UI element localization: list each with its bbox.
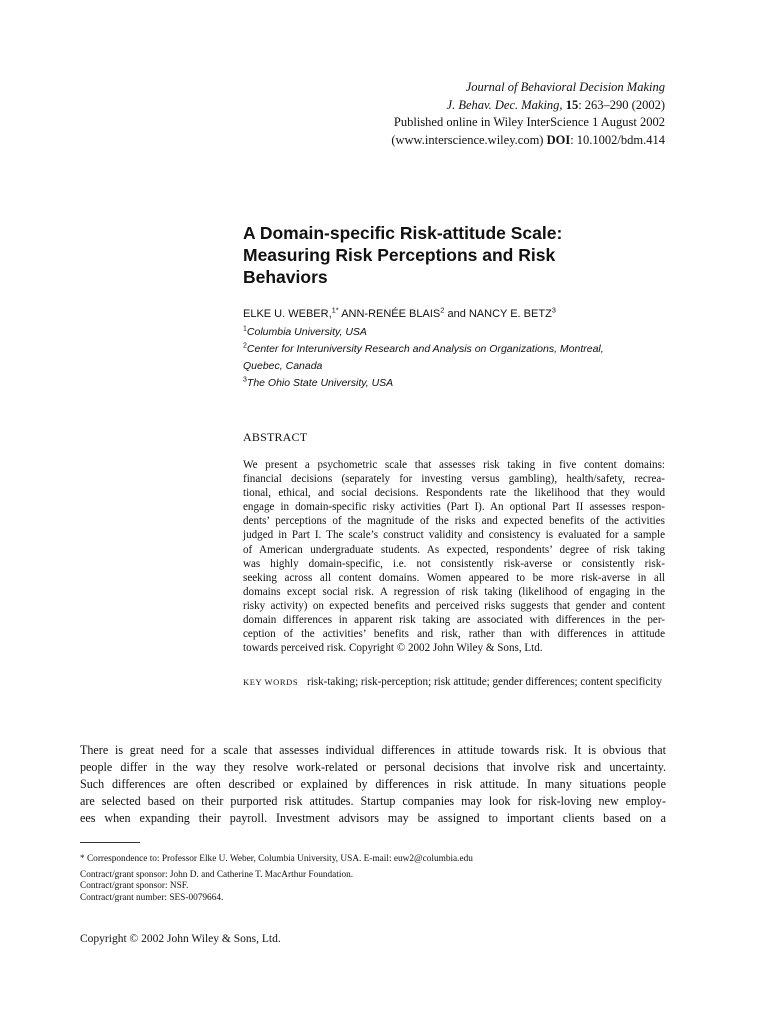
body-line: ees when expanding their payroll. Investment advisors may be assigned to important clients based on a [80, 810, 666, 825]
body-paragraph [80, 742, 666, 826]
body-line: are selected based on their purported risk attitudes. Startup companies may look for risk-loving new employ- [80, 793, 666, 808]
journal-pages-year: : 263–290 (2002) [578, 97, 665, 112]
affiliation [243, 341, 683, 358]
sponsor-footnote: Contract/grant sponsor: John D. and Catherine T. MacArthur Foundation. [80, 869, 354, 880]
title-line: A Domain-specific Risk-attitude Scale: [243, 223, 563, 243]
body-line: people differ in the way they resolve work-related or personal decisions that involve risk and uncertainty. [80, 759, 666, 774]
affiliation [243, 375, 683, 392]
journal-header [245, 79, 665, 149]
author-sup: 2 [440, 305, 445, 315]
author-list [243, 306, 683, 322]
abstract-line: dents’ perceptions of the magnitude of the risks and expected benefits of the activities [243, 515, 665, 528]
abstract-line: was highly domain-specific, i.e. not consistently risk-averse or consistently risk- [243, 557, 665, 570]
abstract-line: risky activity) on expected benefits and perceived risks suggests that gender and content [243, 599, 665, 612]
title-line: Behaviors [243, 267, 328, 287]
abstract-line: tional, ethical, and social decisions. Respondents rate the likelihood that they would [243, 487, 665, 500]
affiliation [243, 324, 683, 341]
abstract-line: domain differences in apparent risk taking are associated with differences in the per- [243, 614, 665, 627]
body-line: There is great need for a scale that assesses individual differences in attitude towards risk. It is obvious that [80, 743, 666, 757]
affiliation [243, 358, 683, 375]
affiliation-sup: 1 [243, 325, 247, 333]
title-line: Measuring Risk Perceptions and Risk [243, 245, 556, 265]
journal-volume: 15 [565, 97, 579, 112]
abstract-line: ception of the activities’ benefits and risk, rather than with differences in attitude [243, 628, 665, 641]
author-sup: 1* [331, 305, 339, 315]
abstract-line: domains except social risk. A regression of risk taking (likelihood of engaging in the [243, 585, 665, 598]
affiliation-text: Quebec, Canada [243, 360, 323, 372]
journal-url: (www.interscience.wiley.com) [391, 132, 544, 147]
affiliation-sup: 3 [243, 376, 247, 384]
footnotes [80, 854, 666, 904]
author-sup: 3 [551, 305, 556, 315]
affiliation-sup: 2 [243, 342, 247, 350]
abstract-line: towards perceived risk. Copyright © 2002 John Wiley & Sons, Ltd. [243, 642, 543, 655]
doi-line [245, 132, 665, 150]
keywords-label: KEY WORDS [243, 677, 299, 687]
affiliation-text: Center for Interuniversity Research and Analysis on Organizations, Montreal, [246, 343, 604, 355]
keywords-text: risk-taking; risk-perception; risk attitude; gender differences; content specificity [307, 676, 662, 688]
published-online: Published online in Wiley InterScience 1 August 2002 [393, 115, 665, 129]
affiliation-text: Columbia University, USA [246, 326, 367, 338]
author-name: ELKE U. WEBER, [243, 308, 332, 320]
sponsor-footnote: Contract/grant sponsor: NSF. [80, 881, 189, 892]
affiliation-text: The Ohio State University, USA [246, 377, 394, 389]
abstract-line: financial decisions (separately for investing versus gambling), health/safety, recrea- [243, 473, 665, 486]
footnote-divider [80, 842, 140, 843]
copyright-footer: Copyright © 2002 John Wiley & Sons, Ltd. [80, 933, 281, 945]
journal-abbrev: J. Behav. Dec. Making, [446, 97, 563, 112]
abstract-heading: ABSTRACT [243, 430, 308, 444]
abstract-line: judged in Part I. The scale’s construct validity and consistency is evaluated for a sample [243, 529, 665, 542]
journal-citation [245, 97, 665, 115]
author-name: and NANCY E. BETZ [447, 308, 552, 320]
correspondence-footnote: * Correspondence to: Professor Elke U. Weber, Columbia University, USA. E-mail: euw2@columbia.edu [80, 854, 473, 864]
paper-title [243, 222, 683, 288]
abstract-line: seeking across all content domains. Women appeared to be more risk-averse in all [243, 571, 665, 584]
grant-number-footnote: Contract/grant number: SES-0079664. [80, 892, 224, 903]
doi-label: DOI [546, 132, 571, 147]
abstract-line: of American undergraduate students. As expected, respondents’ degree of risk taking [243, 543, 665, 556]
doi-value: : 10.1002/bdm.414 [570, 132, 665, 147]
affiliations [243, 324, 683, 392]
abstract-line: We present a psychometric scale that assesses risk taking in five content domains: [243, 459, 665, 471]
body-line: Such differences are often described or explained by differences in risk attitude. In many situations people [80, 776, 666, 791]
keywords [243, 675, 665, 690]
abstract-body [243, 458, 665, 655]
journal-name: Journal of Behavioral Decision Making [465, 80, 665, 94]
abstract-line: engage in domain-specific risky activities (Part I). An optional Part II assesses respon- [243, 501, 665, 514]
author-name: ANN-RENÉE BLAIS [341, 308, 441, 320]
